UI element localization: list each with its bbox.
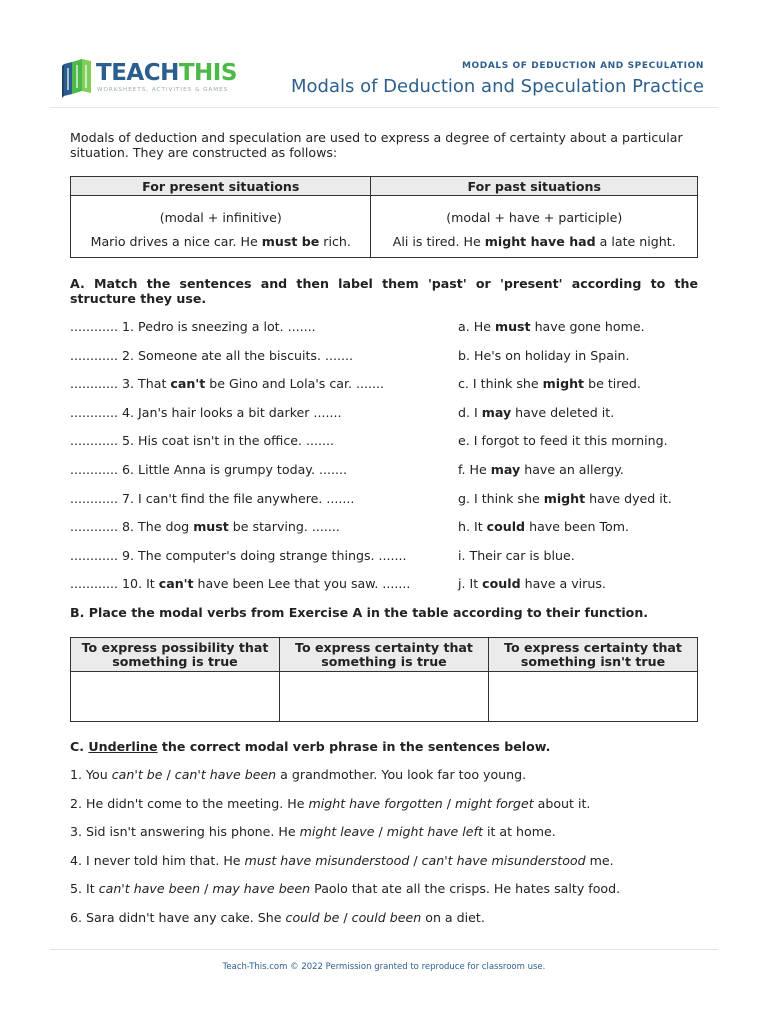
option-two[interactable]: might forget	[454, 795, 534, 811]
header-certainty-not-true	[489, 638, 698, 672]
match-response-pre: i. Their car is blue.	[458, 547, 575, 563]
match-response	[458, 376, 641, 391]
section-c-heading-underline: Underline	[88, 739, 158, 754]
header-certainty-not-true-l1: To express certainty that	[504, 639, 682, 655]
match-response	[458, 462, 624, 477]
past-example	[371, 230, 697, 254]
logo-teach: TEACH	[96, 60, 179, 86]
present-example-pre: Mario drives a nice car. He	[90, 234, 262, 249]
answer-cell-certainty-true[interactable]	[280, 672, 489, 722]
underline-sentence	[70, 767, 710, 782]
match-response-post: be tired.	[584, 376, 641, 392]
match-row	[70, 519, 698, 537]
option-separator: /	[200, 881, 213, 897]
option-two[interactable]: can't have been	[174, 767, 277, 782]
match-sentence-pre: ............ 3. That	[70, 376, 171, 392]
answer-cell-possibility[interactable]	[71, 672, 280, 722]
match-response-pre: e. I forgot to feed it this morning.	[458, 433, 668, 449]
match-response-post: have been Tom.	[525, 519, 629, 535]
match-response-post: have gone home.	[530, 319, 645, 334]
option-one[interactable]: might have forgotten	[308, 795, 443, 811]
match-response-post: have an allergy.	[520, 462, 624, 477]
function-table-answer-row	[71, 672, 698, 722]
sentence-post: Paolo that ate all the crisps. He hates salty food.	[310, 881, 621, 897]
sentence-pre: 5. It	[70, 881, 99, 897]
match-response	[458, 519, 629, 534]
match-response-pre: b. He's on holiday in Spain.	[458, 347, 630, 363]
sentence-post: on a diet.	[421, 910, 485, 925]
match-sentence[interactable]	[70, 405, 342, 420]
match-sentence[interactable]	[70, 319, 316, 334]
option-one[interactable]: can't be	[111, 767, 163, 782]
option-one[interactable]: might leave	[299, 824, 375, 840]
match-row	[70, 405, 698, 423]
match-response-pre: f. He	[458, 462, 491, 477]
structure-table	[70, 176, 698, 258]
section-a-heading-line1: A. Match the sentences and then label them 'past' or 'present' according to the	[70, 276, 698, 291]
option-one[interactable]: can't have been	[98, 881, 201, 897]
match-response-post: have dyed it.	[585, 490, 672, 506]
match-response	[458, 348, 629, 363]
match-response-pre: d. I	[458, 404, 482, 420]
match-sentence-pre: ............ 1. Pedro is sneezing a lot. .......	[70, 319, 316, 334]
sentence-pre: 2. He didn't come to the meeting. He	[70, 795, 309, 811]
present-example-post: rich.	[319, 234, 351, 249]
match-sentence-post: have been Lee that you saw. .......	[193, 576, 411, 592]
function-table-header	[71, 638, 698, 672]
match-response-pre: a. He	[458, 319, 495, 334]
header-certainty-true	[280, 638, 489, 672]
match-sentence-pre: ............ 8. The dog	[70, 519, 194, 535]
teach-this-logo[interactable]	[60, 58, 250, 98]
match-sentence-pre: ............ 5. His coat isn't in the office. .......	[70, 433, 335, 449]
match-sentence[interactable]	[70, 519, 340, 534]
section-c-heading	[70, 739, 550, 754]
function-table	[70, 637, 698, 722]
header-divider	[50, 107, 718, 108]
match-response	[458, 576, 606, 591]
match-response	[458, 405, 614, 420]
match-sentence[interactable]	[70, 576, 410, 591]
sentence-pre: 6. Sara didn't have any cake. She	[70, 910, 286, 925]
present-cell	[71, 196, 371, 258]
present-example	[71, 230, 370, 254]
match-sentence-modal: must	[193, 519, 229, 535]
match-row	[70, 348, 698, 366]
present-formula: (modal + infinitive)	[159, 210, 282, 225]
match-sentence-pre: ............ 10. It	[70, 576, 159, 592]
option-separator: /	[374, 824, 387, 840]
past-cell	[371, 196, 698, 258]
sentence-pre: 3. Sid isn't answering his phone. He	[70, 824, 300, 840]
header-present: For present situations	[71, 177, 371, 196]
match-row	[70, 491, 698, 509]
match-sentence-pre: ............ 6. Little Anna is grumpy today. .......	[70, 462, 347, 477]
structure-table-header	[71, 177, 698, 196]
header-possibility-true-l2: something is true	[112, 653, 238, 669]
match-response-modal: could	[482, 576, 521, 592]
match-response-pre: h. It	[458, 519, 487, 535]
underline-sentence	[70, 796, 710, 811]
match-row	[70, 319, 698, 337]
underline-sentence	[70, 910, 710, 925]
match-response	[458, 319, 645, 334]
present-example-modal: must be	[261, 234, 320, 249]
match-response-pre: j. It	[458, 576, 483, 592]
match-sentence-pre: ............ 4. Jan's hair looks a bit darker .......	[70, 404, 342, 420]
underline-sentence	[70, 881, 710, 896]
match-response	[458, 491, 672, 506]
match-response	[458, 548, 575, 563]
match-response-modal: might	[543, 490, 586, 506]
option-two[interactable]: can't have misunderstood	[421, 852, 586, 868]
footer-copyright: Teach-This.com © 2022 Permission granted to reproduce for classroom use.	[222, 962, 546, 972]
header-possibility-true	[71, 638, 280, 672]
match-sentence-pre: ............ 9. The computer's doing strange things. .......	[70, 547, 407, 563]
past-example-pre: Ali is tired. He	[392, 234, 485, 249]
match-response-modal: could	[486, 519, 526, 535]
sentence-pre: 4. I never told him that. He	[70, 852, 245, 868]
match-row	[70, 433, 698, 451]
match-sentence-modal: can't	[170, 376, 206, 392]
past-example-post: a late night.	[595, 234, 676, 249]
option-two[interactable]: could been	[351, 910, 422, 925]
option-separator: /	[442, 795, 455, 811]
match-response-post: have deleted it.	[511, 404, 615, 420]
match-response	[458, 433, 668, 448]
option-two[interactable]: might have left	[386, 824, 483, 840]
match-sentence[interactable]	[70, 433, 334, 448]
page-title: Modals of Deduction and Speculation Practice	[291, 76, 704, 97]
past-formula: (modal + have + participle)	[446, 210, 623, 225]
match-sentence[interactable]	[70, 462, 347, 477]
book-icon	[60, 58, 94, 98]
option-separator: /	[162, 767, 175, 782]
match-sentence[interactable]	[70, 376, 384, 391]
answer-cell-certainty-not-true[interactable]	[489, 672, 698, 722]
option-separator: /	[409, 852, 422, 868]
match-sentence-modal: can't	[158, 576, 194, 592]
header-certainty-true-l2: something is true	[321, 653, 447, 669]
footer-divider	[50, 949, 718, 950]
sentence-post: about it.	[533, 795, 591, 811]
match-response-modal: may	[490, 462, 521, 477]
section-b-heading: B. Place the modal verbs from Exercise A in the table according to their function.	[70, 605, 649, 620]
match-sentence-pre: ............ 2. Someone ate all the biscuits. .......	[70, 347, 353, 363]
page-header	[0, 0, 768, 110]
intro-paragraph: Modals of deduction and speculation are used to express a degree of certainty about a particular situation. They are constructed as follows:	[70, 130, 683, 160]
sentence-post: it at home.	[482, 824, 556, 840]
match-response-modal: might	[542, 376, 585, 392]
logo-this: THIS	[178, 60, 237, 86]
match-response-post: have a virus.	[520, 576, 606, 592]
match-sentence-pre: ............ 7. I can't find the file anywhere. .......	[70, 490, 355, 506]
logo-wordmark	[96, 60, 237, 86]
match-row	[70, 576, 698, 594]
match-row	[70, 548, 698, 566]
match-response-pre: g. I think she	[458, 490, 544, 506]
sentence-post: a grandmother. You look far too young.	[276, 767, 527, 782]
sentence-post: me.	[585, 852, 614, 868]
section-c-heading-post: the correct modal verb phrase in the sentences below.	[157, 739, 551, 754]
underline-sentence	[70, 853, 710, 868]
match-response-modal: must	[494, 319, 531, 334]
header-possibility-true-l1: To express possibility that	[81, 639, 269, 655]
header-certainty-true-l1: To express certainty that	[295, 639, 473, 655]
option-two[interactable]: may have been	[212, 881, 311, 897]
section-c-heading-pre: C.	[70, 739, 89, 754]
match-sentence[interactable]	[70, 348, 353, 363]
underline-sentence	[70, 824, 710, 839]
structure-table-row	[71, 196, 698, 258]
option-one[interactable]: could be	[285, 910, 340, 925]
option-separator: /	[339, 910, 352, 925]
header-kicker: MODALS OF DEDUCTION AND SPECULATION	[461, 61, 704, 71]
match-response-pre: c. I think she	[458, 376, 543, 392]
match-sentence-post: be Gino and Lola's car. .......	[205, 376, 385, 392]
match-sentence-post: be starving. .......	[228, 519, 340, 535]
sentence-pre: 1. You	[70, 767, 112, 782]
match-row	[70, 462, 698, 480]
logo-tagline: WORKSHEETS, ACTIVITIES & GAMES	[97, 87, 229, 93]
match-response-modal: may	[481, 404, 512, 420]
past-example-modal: might have had	[484, 234, 596, 249]
match-row	[70, 376, 698, 394]
option-one[interactable]: must have misunderstood	[244, 852, 410, 868]
section-a-heading-line2: structure they use.	[70, 291, 207, 306]
match-sentence[interactable]	[70, 491, 354, 506]
header-past: For past situations	[371, 177, 698, 196]
match-sentence[interactable]	[70, 548, 407, 563]
header-certainty-not-true-l2: something isn't true	[520, 653, 666, 669]
